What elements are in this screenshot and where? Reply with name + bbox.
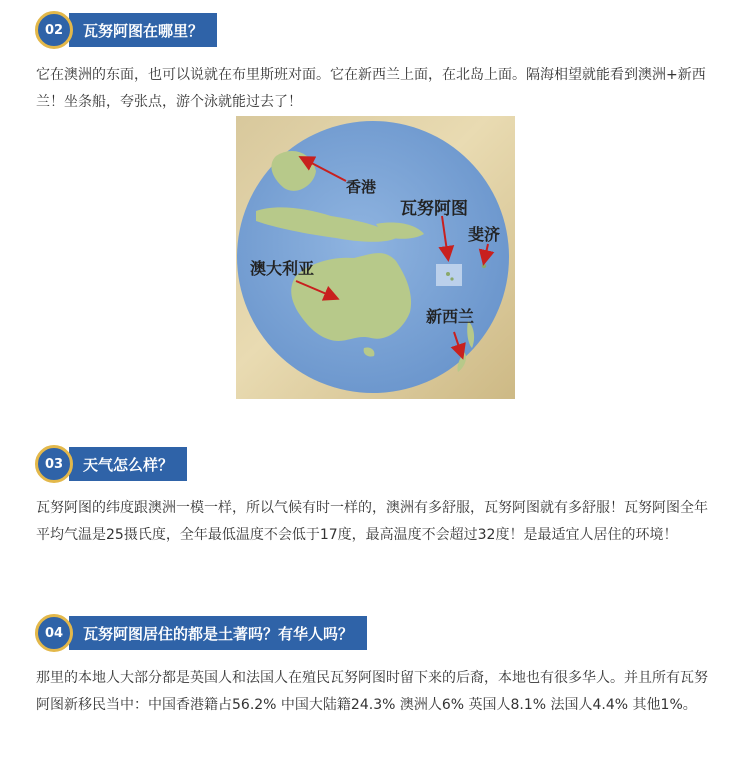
vanuatu-location-map — [236, 116, 515, 399]
fiji-dot — [482, 264, 486, 268]
section-title: 瓦努阿图在哪里？ — [69, 13, 217, 47]
map-label-fiji: 斐济 — [468, 225, 501, 244]
section-header-02 — [35, 11, 217, 49]
section-title: 天气怎么样？ — [69, 447, 187, 481]
map-label-newzealand: 新西兰 — [426, 307, 475, 326]
section-number-badge: 03 — [35, 445, 73, 483]
section-paragraph: 瓦努阿图的纬度跟澳洲一模一样，所以气候有时一样的，澳洲有多舒服，瓦努阿图就有多舒服！瓦努阿图全年平均气温是25摄氏度，全年最低温度不会低于17度，最高温度不会超过32度！是最适宜人居住的环境！ — [36, 500, 708, 543]
map-label-australia: 澳大利亚 — [250, 259, 315, 278]
section-header-04 — [35, 614, 367, 652]
section-number-badge: 02 — [35, 11, 73, 49]
map-label-vanuatu: 瓦努阿图 — [400, 199, 468, 219]
section-paragraph: 它在澳洲的东面，也可以说就在布里斯班对面。它在新西兰上面，在北岛上面。隔海相望就能看到澳洲+新西兰！坐条船，夸张点，游个泳就能过去了！ — [36, 67, 706, 110]
section-title: 瓦努阿图居住的都是土著吗？有华人吗？ — [69, 616, 367, 650]
section-number-badge: 04 — [35, 614, 73, 652]
section-paragraph: 那里的本地人大部分都是英国人和法国人在殖民瓦努阿图时留下来的后裔，本地也有很多华人。并且所有瓦努阿图新移民当中：中国香港籍占56.2% 中国大陆籍24.3% 澳洲人6% 英国人8.1% 法国人4.4% 其他1%。 — [36, 670, 708, 713]
map-label-hongkong: 香港 — [346, 178, 377, 196]
section-header-03 — [35, 445, 187, 483]
